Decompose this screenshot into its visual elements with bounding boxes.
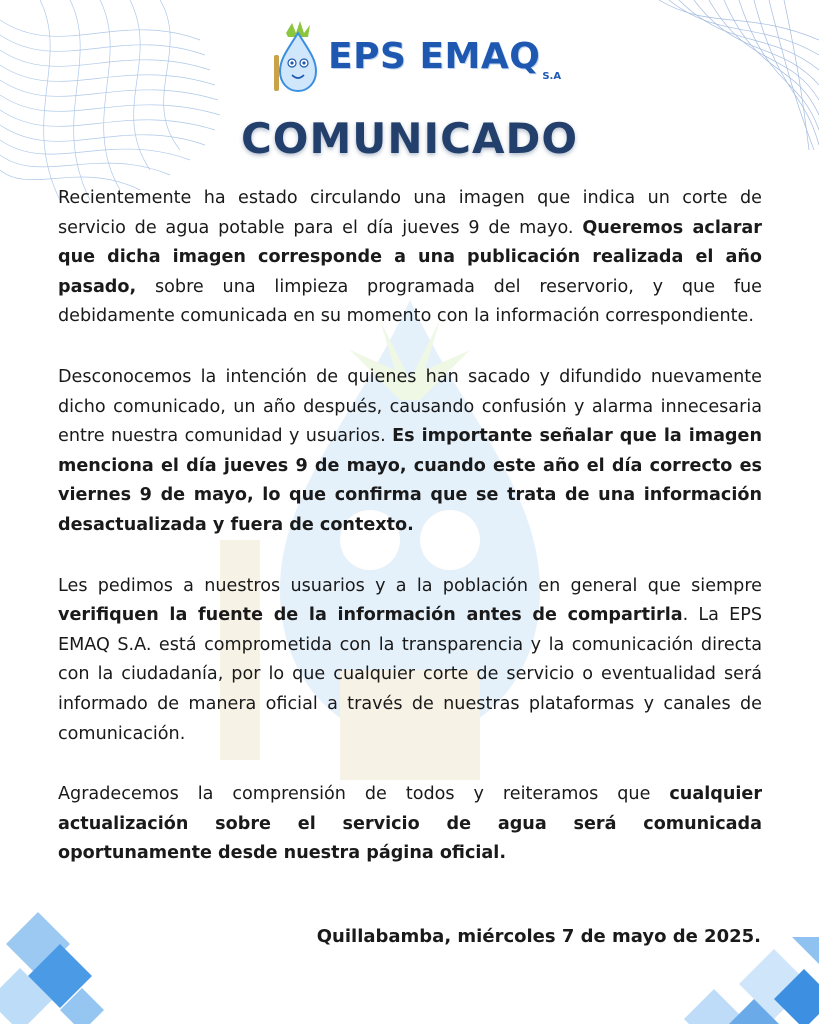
paragraph-1-text-a: Recientemente ha estado circulando una imagen que indica un corte de servicio de agua potable para el día jueves 9 de mayo.: [58, 188, 762, 238]
paragraph-3-bold: verifiquen la fuente de la información antes de compartirla: [58, 605, 683, 626]
paragraph-4-bold: cualquier actualización sobre el servicio de agua será comunicada oportunamente desde nuestra página oficial.: [58, 784, 762, 864]
paragraph-3-text-a: Les pedimos a nuestros usuarios y a la población en general que siempre: [58, 575, 762, 596]
place-and-date: Quillabamba, miércoles 7 de mayo de 2025.: [316, 926, 761, 947]
paragraph-2-text-a: Desconocemos la intención de quienes han sacado y difundido nuevamente dicho comunicado, un año después, causando confusión y alarma innecesaria entre nuestra comunidad y usuarios.: [58, 366, 762, 447]
logo-suffix: S.A: [542, 71, 562, 82]
paragraph-2-bold: Es importante señalar que la imagen menciona el día jueves 9 de mayo, cuando este año el día correcto es viernes 9 de mayo, lo que confirma que se trata de una información desactualizada y fuera de contexto.: [58, 426, 762, 535]
paragraph-3-text-b: . La EPS EMAQ S.A. está comprometida con la transparencia y la comunicación directa con la ciudadanía, por lo que cualquier corte de servicio o eventualidad será informado de manera oficial a través de nuestras plataformas y canales de comunicación.: [58, 605, 762, 744]
paragraph-2: [58, 363, 762, 541]
page-title: COMUNICADO: [240, 114, 579, 163]
statement-body: [58, 184, 762, 900]
paragraph-1-text-b: sobre una limpieza programada del reservorio, y que fue debidamente comunicada en su momento con la información correspondiente.: [58, 276, 762, 327]
company-logo: [272, 18, 562, 96]
decorative-diamonds-bottom-right: [644, 929, 819, 1024]
logo-wordmark: EPS EMAQ: [328, 36, 541, 77]
decorative-diamonds-bottom-left: [0, 904, 110, 1024]
paragraph-4: [58, 780, 762, 869]
water-drop-mascot-icon: [272, 19, 324, 95]
paragraph-3: [58, 572, 762, 750]
paragraph-4-text-a: Agradecemos la comprensión de todos y reiteramos que: [58, 784, 670, 805]
paragraph-1-bold: Queremos aclarar que dicha imagen corresponde a una publicación realizada el año pasado,: [58, 217, 762, 297]
decorative-wave-top-left: [0, 0, 240, 210]
paragraph-1: [58, 184, 762, 332]
